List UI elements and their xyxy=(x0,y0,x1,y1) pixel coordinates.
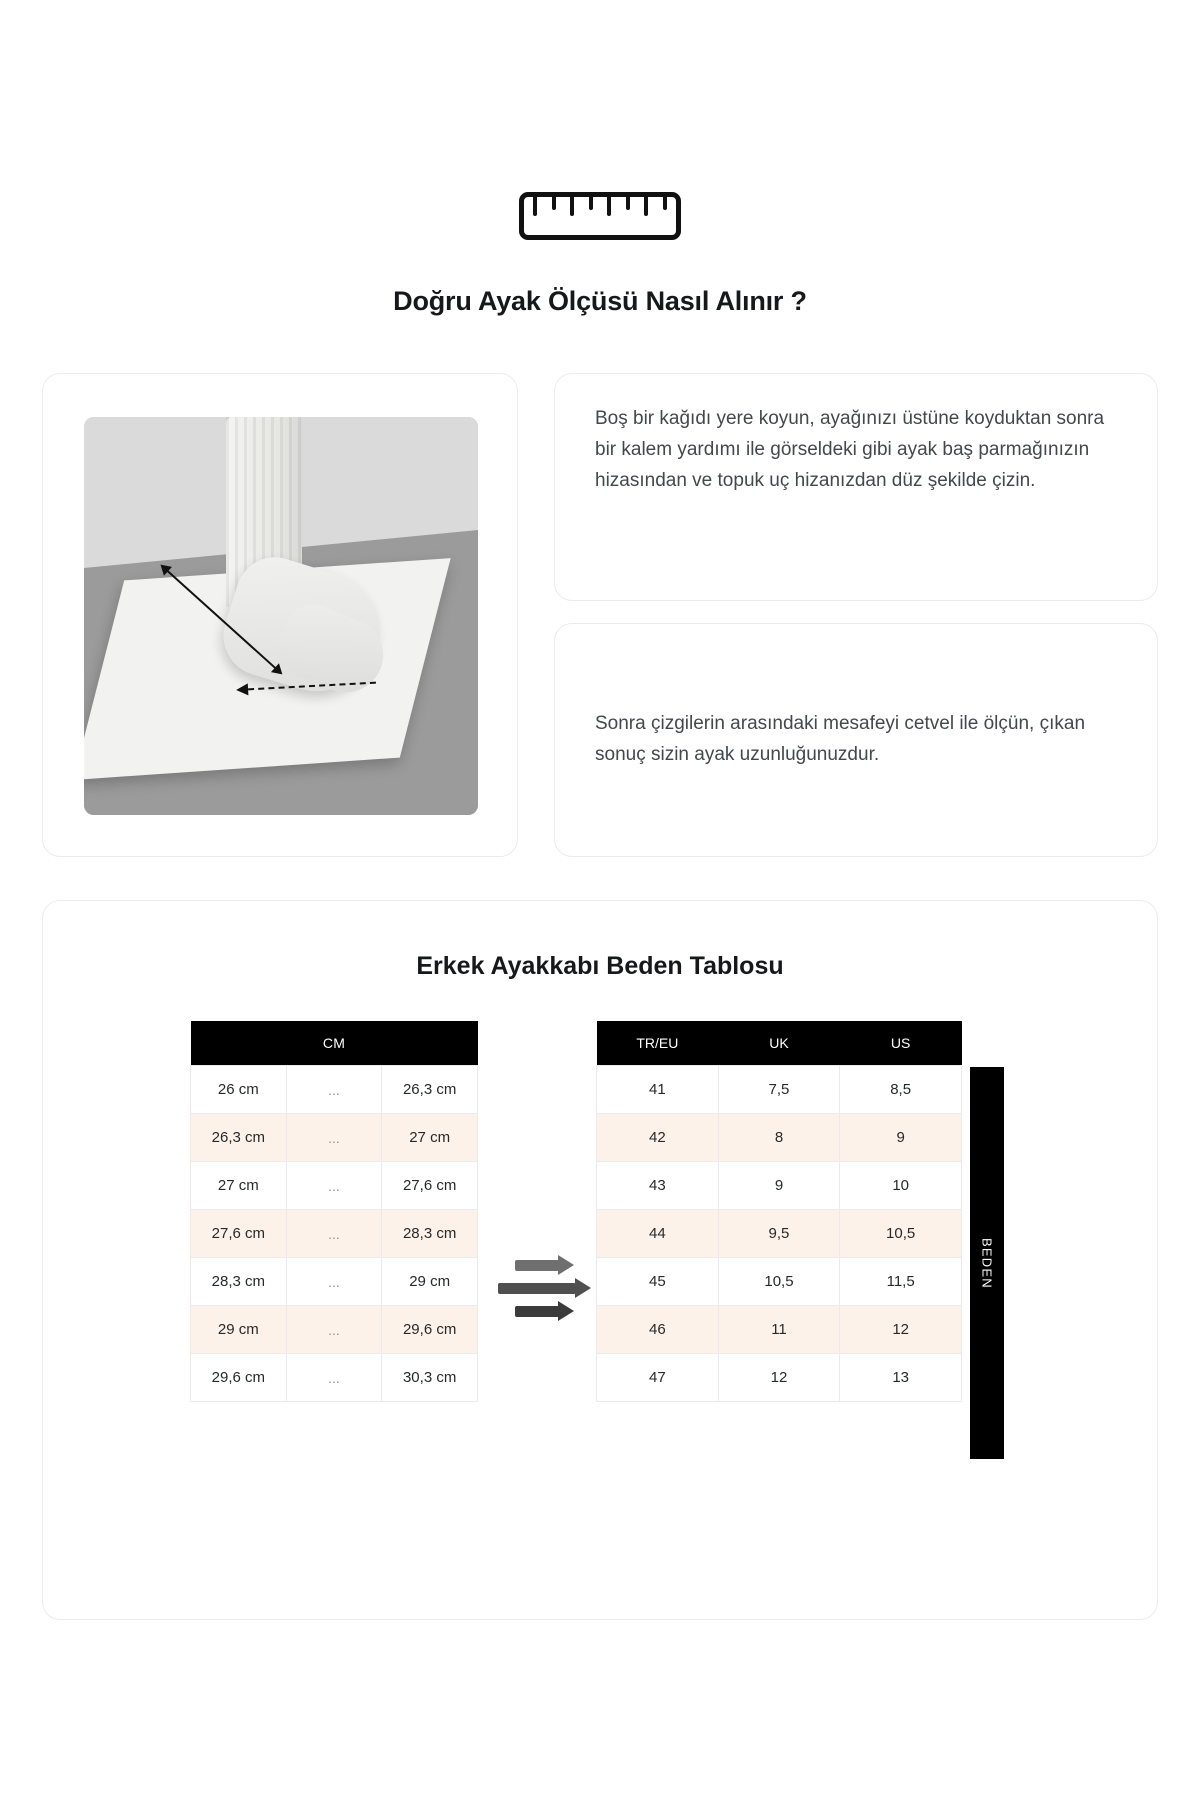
size-header-treu: TR/EU xyxy=(597,1021,719,1066)
size-header-uk: UK xyxy=(718,1021,840,1066)
cm-to: 26,3 cm xyxy=(382,1066,478,1114)
table-row xyxy=(191,1306,478,1354)
table-row xyxy=(597,1210,962,1258)
ruler-icon-container xyxy=(0,192,1200,240)
size-header-us: US xyxy=(840,1021,962,1066)
cm-from: 29 cm xyxy=(191,1306,287,1354)
instruction-step-two: Sonra çizgilerin arasındaki mesafeyi cetvel ile ölçün, çıkan sonuç sizin ayak uzunluğunuzdur. xyxy=(554,623,1158,857)
table-row xyxy=(597,1306,962,1354)
cm-from: 26 cm xyxy=(191,1066,287,1114)
arrow-right-icon xyxy=(515,1260,559,1271)
size-us: 12 xyxy=(840,1306,962,1354)
table-row xyxy=(191,1066,478,1114)
conversion-arrows xyxy=(478,1260,596,1317)
size-uk: 9 xyxy=(718,1162,840,1210)
table-row xyxy=(191,1210,478,1258)
cm-to: 30,3 cm xyxy=(382,1354,478,1402)
size-us: 10,5 xyxy=(840,1210,962,1258)
cm-to: 29 cm xyxy=(382,1258,478,1306)
size-uk: 11 xyxy=(718,1306,840,1354)
instruction-step-one: Boş bir kağıdı yere koyun, ayağınızı üstüne koyduktan sonra bir kalem yardımı ile görseldeki gibi ayak baş parmağınızın hizasından ve topuk uç hizanızdan düz şekilde çizin. xyxy=(554,373,1158,601)
beden-label-text: BEDEN xyxy=(979,1237,995,1289)
size-treu: 44 xyxy=(597,1210,719,1258)
size-us: 8,5 xyxy=(840,1066,962,1114)
table-row xyxy=(597,1258,962,1306)
cm-table-header-row xyxy=(191,1021,478,1066)
cm-dots: ... xyxy=(286,1210,382,1258)
table-row xyxy=(191,1114,478,1162)
cm-dots: ... xyxy=(286,1162,382,1210)
cm-dots: ... xyxy=(286,1114,382,1162)
ruler-icon xyxy=(519,192,681,240)
cm-from: 28,3 cm xyxy=(191,1258,287,1306)
foot-measurement-photo-card xyxy=(42,373,518,857)
cm-table-header: CM xyxy=(191,1021,478,1066)
cm-dots: ... xyxy=(286,1354,382,1402)
size-uk: 12 xyxy=(718,1354,840,1402)
page-title: Doğru Ayak Ölçüsü Nasıl Alınır ? xyxy=(393,286,807,316)
table-row xyxy=(191,1354,478,1402)
size-us: 9 xyxy=(840,1114,962,1162)
size-us: 11,5 xyxy=(840,1258,962,1306)
beden-vertical-label xyxy=(970,1067,1004,1459)
ruler-ticks xyxy=(524,197,676,235)
cm-to: 27,6 cm xyxy=(382,1162,478,1210)
cm-from: 26,3 cm xyxy=(191,1114,287,1162)
instructions-row xyxy=(42,373,1158,857)
size-uk: 10,5 xyxy=(718,1258,840,1306)
table-row xyxy=(597,1066,962,1114)
table-row xyxy=(191,1258,478,1306)
size-table-header-row xyxy=(597,1021,962,1066)
size-us: 10 xyxy=(840,1162,962,1210)
size-uk: 9,5 xyxy=(718,1210,840,1258)
size-chart-tables xyxy=(190,1021,1010,1459)
cm-from: 27 cm xyxy=(191,1162,287,1210)
size-treu: 42 xyxy=(597,1114,719,1162)
cm-to: 29,6 cm xyxy=(382,1306,478,1354)
cm-to: 27 cm xyxy=(382,1114,478,1162)
cm-dots: ... xyxy=(286,1306,382,1354)
size-us: 13 xyxy=(840,1354,962,1402)
size-treu: 45 xyxy=(597,1258,719,1306)
cm-to: 28,3 cm xyxy=(382,1210,478,1258)
size-chart-card xyxy=(42,900,1158,1620)
cm-from: 29,6 cm xyxy=(191,1354,287,1402)
cm-dots: ... xyxy=(286,1066,382,1114)
size-treu: 47 xyxy=(597,1354,719,1402)
size-treu: 46 xyxy=(597,1306,719,1354)
size-chart-title: Erkek Ayakkabı Beden Tablosu xyxy=(416,952,784,980)
size-table xyxy=(596,1021,962,1402)
size-treu: 43 xyxy=(597,1162,719,1210)
foot-measurement-photo xyxy=(84,417,478,815)
table-row xyxy=(597,1114,962,1162)
instruction-texts xyxy=(554,373,1158,857)
cm-from: 27,6 cm xyxy=(191,1210,287,1258)
size-uk: 7,5 xyxy=(718,1066,840,1114)
arrow-right-icon xyxy=(498,1283,576,1294)
arrow-right-icon xyxy=(515,1306,559,1317)
table-row xyxy=(597,1162,962,1210)
table-row xyxy=(597,1354,962,1402)
table-row xyxy=(191,1162,478,1210)
cm-table xyxy=(190,1021,478,1402)
cm-dots: ... xyxy=(286,1258,382,1306)
size-treu: 41 xyxy=(597,1066,719,1114)
size-uk: 8 xyxy=(718,1114,840,1162)
